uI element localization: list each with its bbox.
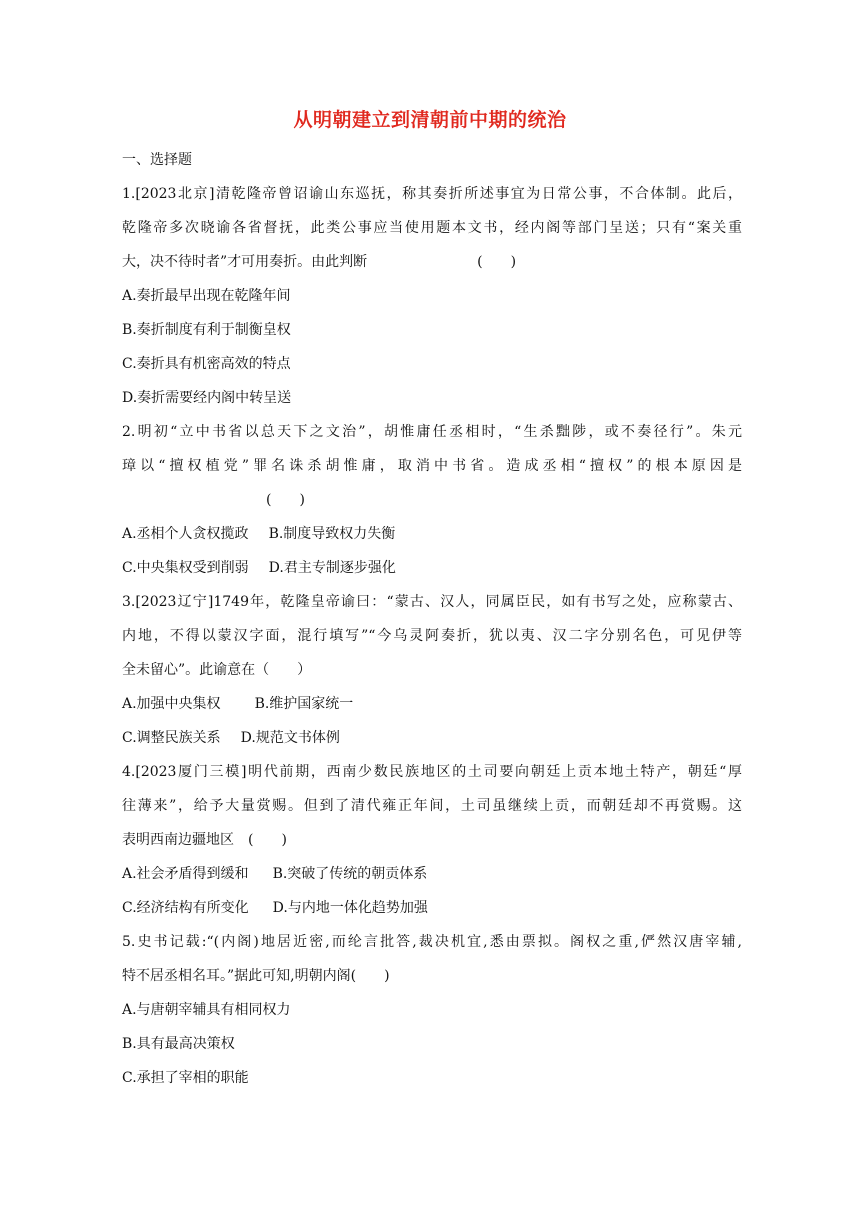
section-heading: 一、选择题 <box>122 152 192 168</box>
q4-option-a: A.社会矛盾得到缓和 <box>122 866 249 882</box>
q2-option-d: D.君主专制逐步强化 <box>268 560 396 576</box>
q3-options-row-1 <box>122 694 742 714</box>
q4-answer-blank: ( ) <box>248 832 287 848</box>
q3-line-1: 3.[2023辽宁]1749年，乾隆皇帝谕曰：“蒙古、汉人，同属臣民，如有书写之处，应称蒙古、 <box>122 594 742 610</box>
q4-line-3 <box>122 830 742 850</box>
q2-option-b: B.制度导致权力失衡 <box>268 526 396 542</box>
q1-line-2: 乾隆帝多次晓谕各省督抚，此类公事应当使用题本文书，经内阁等部门呈送；只有“案关重 <box>122 220 742 236</box>
q5-option-c: C.承担了宰相的职能 <box>122 1070 249 1086</box>
q3-option-a: A.加强中央集权 <box>122 696 221 712</box>
q5-line-2: 特不居丞相名耳。”据此可知,明朝内阁( ) <box>122 968 390 984</box>
q1-line-3 <box>122 252 742 272</box>
q1-line-1: 1.[2023北京]清乾隆帝曾诏谕山东巡抚，称其奏折所述事宜为日常公事，不合体制。此后， <box>122 186 742 202</box>
q4-options-row-1 <box>122 864 742 884</box>
q4-options-row-2 <box>122 898 742 918</box>
q4-option-b: B.突破了传统的朝贡体系 <box>272 866 428 882</box>
q3-option-b: B.维护国家统一 <box>254 696 354 712</box>
q4-option-c: C.经济结构有所变化 <box>122 900 249 916</box>
q2-answer-blank: ( ) <box>266 492 305 508</box>
q3-option-d: D.规范文书体例 <box>240 730 340 746</box>
q3-option-c: C.调整民族关系 <box>122 730 221 746</box>
q3-line-3: 全未留心”。此谕意在（ ） <box>122 662 312 678</box>
q4-line-2: 往薄来”，给予大量赏赐。但到了清代雍正年间，土司虽继续上贡，而朝廷却不再赏赐。这 <box>122 798 742 814</box>
q5-option-b: B.具有最高决策权 <box>122 1036 235 1052</box>
q2-line-1: 2.明初“立中书省以总天下之文治”，胡惟庸任丞相时，“生杀黜陟，或不奏径行”。朱元 <box>122 424 742 440</box>
q4-line-1: 4.[2023厦门三模]明代前期，西南少数民族地区的土司要向朝廷上贡本地土特产，朝廷“厚 <box>122 764 742 780</box>
q5-option-a: A.与唐朝宰辅具有相同权力 <box>122 1002 291 1018</box>
q2-line-2: 璋以“擅权植党”罪名诛杀胡惟庸，取消中书省。造成丞相“擅权”的根本原因是 <box>122 458 742 474</box>
q2-option-a: A.丞相个人贪权揽政 <box>122 526 249 542</box>
q1-option-d: D.奏折需要经内阁中转呈送 <box>122 390 292 406</box>
q1-option-a: A.奏折最早出现在乾隆年间 <box>122 288 291 304</box>
q2-option-c: C.中央集权受到削弱 <box>122 560 249 576</box>
q1-answer-blank: ( ) <box>477 254 517 270</box>
q2-options-row-2 <box>122 558 742 578</box>
q3-line-2: 内地，不得以蒙汉字面，混行填写”“今乌灵阿奏折，犹以夷、汉二字分别名色，可见伊等 <box>122 628 742 644</box>
q5-line-1: 5.史书记载:“(内阁)地居近密,而纶言批答,裁决机宜,悉由票拟。阁权之重,俨然汉唐宰辅, <box>122 934 742 950</box>
q1-option-b: B.奏折制度有利于制衡皇权 <box>122 322 291 338</box>
document-title: 从明朝建立到清朝前中期的统治 <box>293 109 567 131</box>
q2-options-row-1 <box>122 524 742 544</box>
q1-stem-end: 大，决不待时者”才可用奏折。由此判断 <box>122 254 368 270</box>
q3-options-row-2 <box>122 728 742 748</box>
q1-option-c: C.奏折具有机密高效的特点 <box>122 356 291 372</box>
q4-stem-end: 表明西南边疆地区 <box>122 832 234 848</box>
q4-option-d: D.与内地一体化趋势加强 <box>272 900 428 916</box>
